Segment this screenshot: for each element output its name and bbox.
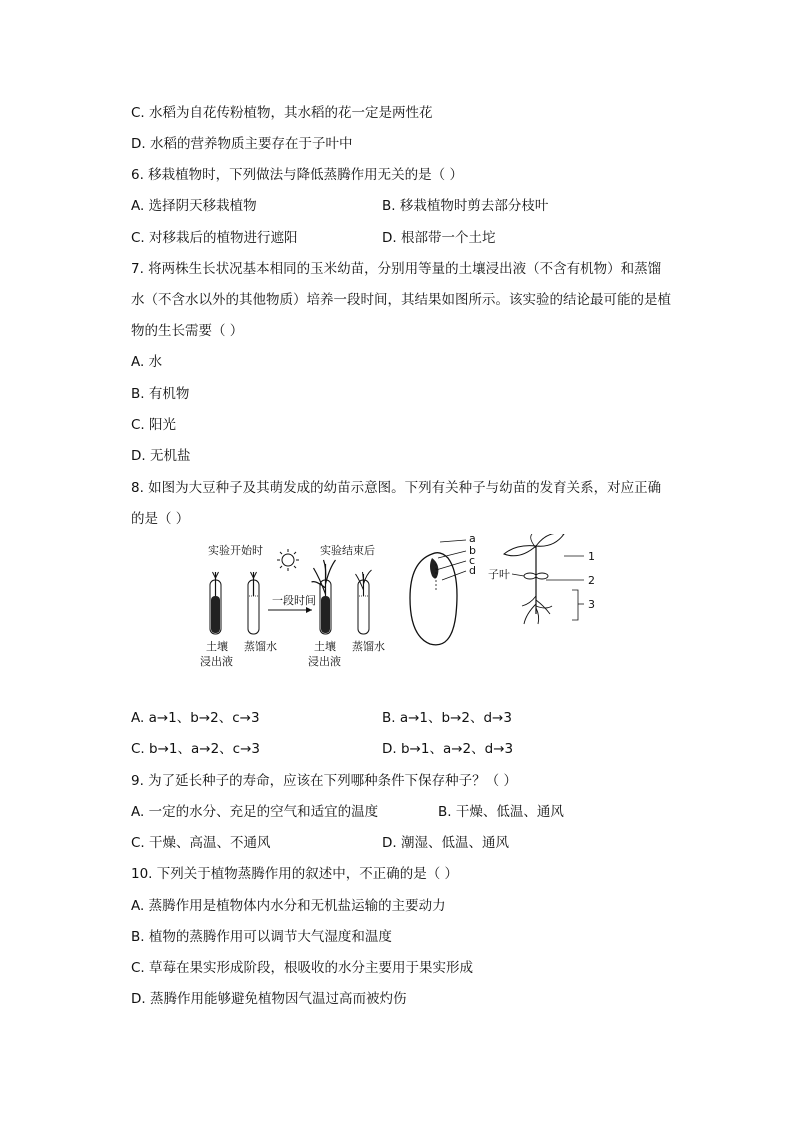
- option-10a: A. 蒸腾作用是植物体内水分和无机盐运输的主要动力: [131, 898, 446, 914]
- soil-label-b2: 浸出液: [308, 655, 341, 668]
- option-6a: A. 选择阴天移栽植物: [131, 198, 257, 214]
- question-8-line1: 8. 如图为大豆种子及其萌发成的幼苗示意图。下列有关种子与幼苗的发育关系，对应正确: [131, 480, 662, 496]
- option-5c: C. 水稻为自花传粉植物，其水稻的花一定是两性花: [131, 105, 433, 121]
- water-label: 蒸馏水: [244, 640, 277, 653]
- option-7c: C. 阳光: [131, 417, 177, 433]
- tube-soil-start: [210, 572, 221, 634]
- seedling-label-3: 3: [588, 598, 595, 611]
- option-7d: D. 无机盐: [131, 448, 191, 464]
- option-5d: D. 水稻的营养物质主要存在于子叶中: [131, 136, 353, 152]
- question-7-line1: 7. 将两株生长状况基本相同的玉米幼苗，分别用等量的土壤浸出液（不含有机物）和蒸馏: [131, 261, 662, 277]
- option-6d: D. 根部带一个土坨: [382, 230, 496, 246]
- soil-label-2: 浸出液: [200, 655, 233, 668]
- arrow-icon: [268, 607, 312, 613]
- period-label: 一段时间: [272, 594, 316, 607]
- seed-label-b: b: [469, 544, 476, 557]
- experiment-figure: [196, 534, 606, 674]
- soil-label: 土壤: [206, 640, 228, 653]
- seed-diagram: [410, 540, 466, 645]
- option-10c: C. 草莓在果实形成阶段，根吸收的水分主要用于果实形成: [131, 960, 474, 976]
- option-10d: D. 蒸腾作用能够避免植物因气温过高而被灼伤: [131, 991, 407, 1007]
- seedling-diagram: [504, 534, 584, 624]
- question-9: 9. 为了延长种子的寿命，应该在下列哪种条件下保存种子？（ ）: [131, 773, 517, 789]
- soil-label-b: 土壤: [314, 640, 336, 653]
- question-7-line2: 水（不含水以外的其他物质）培养一段时间，其结果如图所示。该实验的结论最可能的是植: [131, 292, 671, 308]
- water-label-b: 蒸馏水: [352, 640, 385, 653]
- option-8a: A. a→1、b→2、c→3: [131, 710, 260, 726]
- question-6: 6. 移栽植物时，下列做法与降低蒸腾作用无关的是（ ）: [131, 167, 463, 183]
- cotyledon-label: 子叶: [488, 568, 510, 581]
- option-8b: B. a→1、b→2、d→3: [382, 710, 512, 726]
- seedling-label-2: 2: [588, 574, 595, 587]
- option-6c: C. 对移栽后的植物进行遮阳: [131, 230, 298, 246]
- option-6b: B. 移栽植物时剪去部分枝叶: [382, 198, 549, 214]
- end-label: 实验结束后: [320, 544, 375, 557]
- option-9b: B. 干燥、低温、通风: [438, 804, 564, 820]
- option-8d: D. b→1、a→2、d→3: [382, 741, 514, 757]
- tube-water-end: [356, 570, 372, 634]
- option-7a: A. 水: [131, 354, 163, 370]
- option-9d: D. 潮湿、低温、通风: [382, 835, 509, 851]
- question-10: 10. 下列关于植物蒸腾作用的叙述中，不正确的是（ ）: [131, 866, 459, 882]
- seedling-label-1: 1: [588, 550, 595, 563]
- seed-label-d: d: [469, 564, 476, 577]
- start-label: 实验开始时: [208, 544, 263, 557]
- tube-water-start: [248, 572, 259, 634]
- option-9a: A. 一定的水分、充足的空气和适宜的温度: [131, 804, 379, 820]
- option-8c: C. b→1、a→2、c→3: [131, 741, 260, 757]
- seed-label-c: c: [469, 554, 476, 567]
- option-10b: B. 植物的蒸腾作用可以调节大气湿度和温度: [131, 929, 392, 945]
- question-8-line2: 的是（ ）: [131, 511, 190, 527]
- option-7b: B. 有机物: [131, 386, 190, 402]
- option-9c: C. 干燥、高温、不通风: [131, 835, 271, 851]
- question-7-line3: 物的生长需要（ ）: [131, 323, 244, 339]
- sun-icon: [277, 549, 299, 571]
- seed-label-a: a: [469, 534, 476, 545]
